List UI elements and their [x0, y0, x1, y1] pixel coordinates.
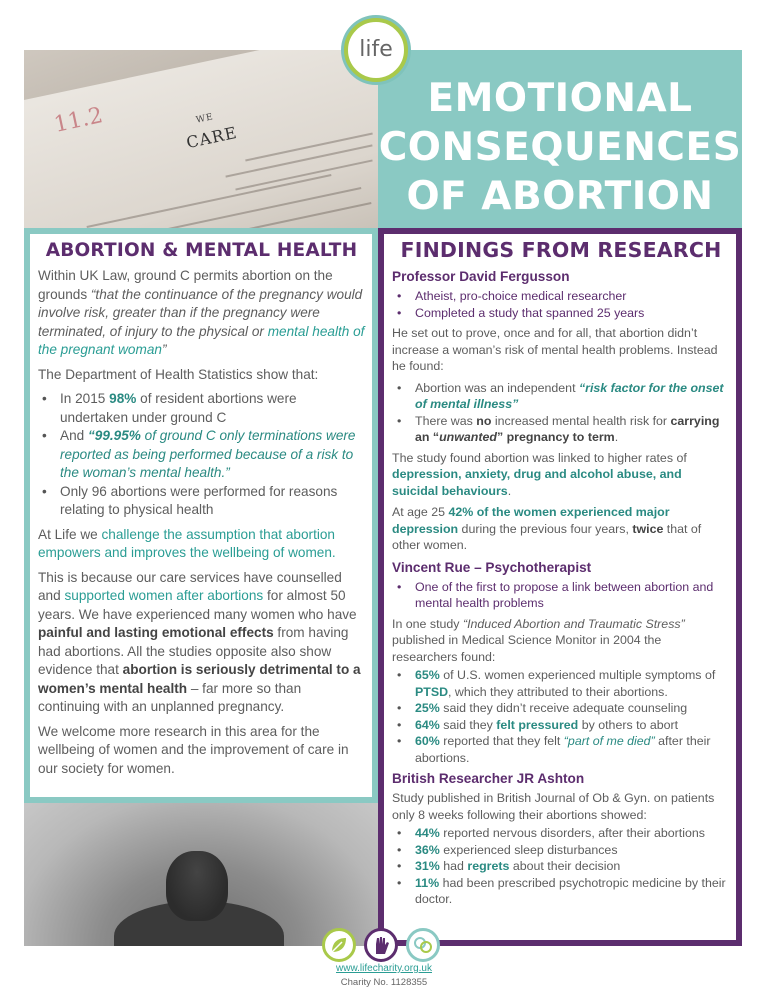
finding-text: There was — [415, 413, 477, 428]
care-bold: abortion is seriously detrimental to a women’s mental health — [38, 662, 361, 696]
research-panel-content — [384, 234, 736, 940]
fergusson-bio-list — [392, 288, 730, 321]
list-item: • Only 96 abortions were performed for reasons relating to physical health — [38, 483, 365, 520]
title-banner — [378, 50, 742, 228]
stat-text: experienced sleep disturbances — [439, 842, 618, 857]
care-text: This is because our care services have counselled and — [38, 569, 342, 603]
fergusson-paragraph: He set out to prove, once and for all, that abortion didn’t increase a woman’s risk of mental health problems. Instead he found: — [392, 326, 718, 373]
finding-bold-italic: unwanted — [439, 430, 497, 444]
life-logo[interactable] — [344, 18, 408, 82]
rue-heading: Vincent Rue – Psychotherapist — [392, 559, 592, 575]
list-item — [392, 413, 730, 446]
stat-text: had been prescribed psychotropic medicine by their doctor. — [415, 875, 726, 906]
care-text: – far more so than continuing with an unplanned pregnancy. — [38, 680, 302, 714]
intro-highlight: mental health of the pregnant woman — [38, 323, 365, 357]
heart-leaf-icon[interactable] — [406, 928, 440, 962]
stat-text: reported that they felt — [439, 734, 564, 748]
photo-care-text: CARE — [184, 122, 239, 153]
list-item — [38, 427, 365, 483]
ashton-findings-list — [392, 825, 730, 908]
care-bold: painful and lasting emotional effects — [38, 625, 274, 640]
intro-end: ” — [161, 342, 167, 357]
closing-paragraph: We welcome more research in this area for the wellbeing of women and the improvement of care in our society for women. — [38, 723, 349, 776]
photo-figure-head — [166, 851, 228, 921]
footer-service-icons — [322, 928, 442, 964]
stat-highlight: felt pressured — [496, 717, 579, 732]
finding-quote: “risk factor for the onset of mental illness” — [415, 380, 724, 411]
bullet-stat: 98% — [109, 391, 137, 406]
page-title — [378, 74, 742, 221]
list-item — [392, 700, 730, 717]
rue-text: In one study — [392, 616, 463, 631]
intro-quote: “that the continuance of the pregnancy would involve risk, greater than if the pregnancy were terminated, of injury to the physical or — [38, 286, 363, 339]
stat-text: about their decision — [509, 859, 621, 873]
bullet-text: In 2015 — [60, 391, 110, 406]
rue-bio-list — [392, 579, 730, 612]
life-paragraph — [38, 526, 365, 563]
stats-list — [38, 390, 365, 520]
website-link[interactable]: www.lifecharity.org.uk — [336, 963, 432, 974]
linked-highlight: depression, anxiety, drug and alcohol abuse, and suicidal behaviours — [392, 467, 682, 498]
page-number-text: 11.2 — [51, 103, 106, 138]
list-item: • One of the first to propose a link between abortion and mental health problems — [392, 579, 730, 612]
age-text: that of other women. — [392, 521, 702, 552]
age-highlight: 42% of the women experienced major depression — [392, 505, 670, 536]
stat-value: 65% — [415, 668, 440, 682]
stat-text: reported nervous disorders, after their abortions — [439, 826, 705, 840]
list-item — [392, 825, 730, 842]
mental-health-panel — [24, 228, 378, 803]
finding-text: Abortion was an independent — [415, 380, 579, 395]
stat-text: , which they attributed to their abortions. — [448, 684, 668, 699]
age-paragraph — [392, 504, 730, 554]
stat-highlight: regrets — [467, 859, 510, 873]
rue-text: published in Medical Science Monitor in 2004 the researchers found: — [392, 633, 662, 664]
fergusson-findings-list — [392, 380, 730, 446]
photo-we-text: WE — [195, 112, 215, 126]
list-item — [392, 842, 730, 859]
list-item: • Completed a study that spanned 25 years — [392, 305, 730, 322]
stat-text: had — [439, 859, 468, 873]
stat-highlight: PTSD — [415, 684, 449, 699]
finding-text: . — [614, 430, 619, 444]
bullet-quote: of ground C only terminations were reported as being performed because of a risk to the woman’s mental health.” — [60, 428, 356, 480]
stat-value: 25% — [415, 701, 440, 715]
left-heading: ABORTION & MENTAL HEALTH — [45, 240, 358, 261]
list-item — [392, 733, 730, 766]
stat-value: 60% — [415, 734, 440, 748]
life-highlight: challenge the assumption that abortion empowers and improves the wellbeing of women. — [38, 526, 336, 560]
title-line-1: EMOTIONAL — [427, 76, 693, 121]
stat-value: 44% — [415, 826, 440, 840]
life-text: At Life we — [38, 526, 102, 542]
care-text: for almost 50 years. We have experienced many women who have — [38, 588, 357, 622]
finding-bold: no — [476, 413, 492, 428]
age-text: during the previous four years, — [458, 521, 633, 536]
stat-text: said they didn’t receive adequate counseling — [439, 701, 688, 715]
stat-text: said they — [439, 717, 497, 732]
intro-text: Within UK Law, ground C permits abortion on the grounds — [38, 268, 333, 302]
stat-value: 31% — [415, 859, 440, 873]
list-item — [392, 667, 730, 700]
ashton-heading: British Researcher JR Ashton — [392, 771, 585, 786]
bullet-stat: “99.95% — [87, 428, 141, 443]
bullet-text: And — [60, 428, 88, 443]
header-photo-book — [24, 50, 378, 228]
rue-study-title: “Induced Abortion and Traumatic Stress” — [462, 616, 685, 631]
title-line-2: CONSEQUENCES — [378, 125, 742, 170]
ashton-paragraph: Study published in British Journal of Ob & Gyn. on patients only 8 weeks following their abortions showed: — [392, 791, 715, 822]
stat-text: by others to abort — [578, 717, 679, 732]
finding-bold: carrying an “ — [415, 413, 720, 444]
list-item — [38, 390, 365, 427]
intro-paragraph — [38, 267, 365, 360]
logo-text: life — [359, 37, 393, 62]
rue-findings-list — [392, 667, 730, 766]
linked-text: . — [507, 483, 512, 498]
stat-quote: “part of me died” — [563, 734, 655, 748]
care-highlight: supported women after abortions — [64, 588, 264, 603]
list-item: • Atheist, pro-choice medical researcher — [392, 288, 730, 305]
rue-paragraph — [392, 616, 730, 666]
title-line-3: OF ABORTION — [406, 174, 714, 219]
finding-text: increased mental health risk for — [491, 413, 671, 428]
distressed-woman-photo — [24, 803, 378, 946]
right-heading: FINDINGS FROM RESEARCH — [400, 238, 722, 262]
linked-text: The study found abortion was linked to higher rates of — [392, 450, 687, 465]
age-text: At age 25 — [392, 505, 449, 519]
stat-value: 11% — [415, 875, 440, 890]
mental-health-panel-content — [30, 234, 372, 797]
stat-value: 36% — [415, 842, 440, 857]
list-item — [392, 380, 730, 413]
list-item — [392, 875, 730, 908]
care-paragraph — [38, 569, 365, 717]
stat-text: of U.S. women experienced multiple symptoms of — [439, 668, 716, 682]
stat-text: after their abortions. — [415, 734, 711, 765]
leaf-icon[interactable] — [322, 928, 356, 962]
list-item — [392, 717, 730, 734]
stat-value: 64% — [415, 717, 440, 732]
finding-bold: ” pregnancy to term — [496, 430, 615, 444]
research-panel — [378, 228, 742, 946]
charity-number: Charity No. 1128355 — [340, 977, 428, 988]
care-text: from having had abortions. All the studies opposite also show evidence that — [38, 625, 349, 677]
bullet-text: of resident abortions were undertaken under ground C — [60, 391, 297, 425]
stats-intro: The Department of Health Statistics show that: — [38, 366, 319, 382]
age-bold: twice — [632, 521, 664, 536]
list-item — [392, 858, 730, 875]
linked-paragraph — [392, 450, 730, 500]
fergusson-heading: Professor David Fergusson — [392, 269, 570, 284]
hand-icon[interactable] — [364, 928, 398, 962]
